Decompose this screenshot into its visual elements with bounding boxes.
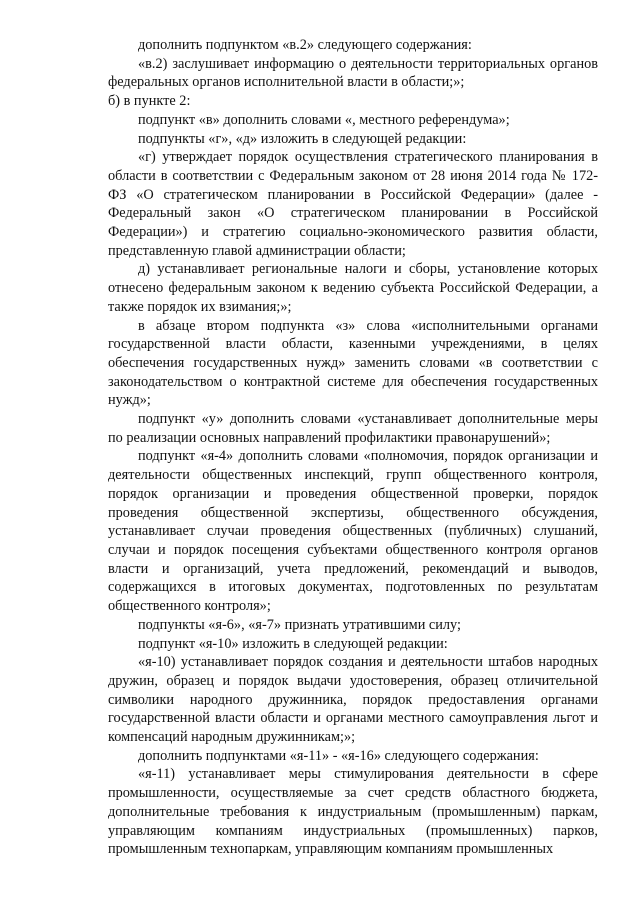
paragraph: «г) утверждает порядок осуществления стратегического планирования в области в соответствии с Федеральным законом от 28 июня 2014 года № 172-ФЗ «О стратегическом планировании в Российской Федерации» (далее - Федеральный закон «О стратегическом планировании в Российской Федерации») и стратегию социально-экономического развития области, представленную главой администрации области; [108, 149, 598, 259]
paragraph: дополнить подпунктом «в.2» следующего содержания: [138, 37, 472, 53]
paragraph: «я-10) устанавливает порядок создания и деятельности штабов народных дружин, образец и порядок выдачи удостоверения, образец отличительной символики народного дружинника, порядок предоставления органами государственной власти области и органами местного самоуправления льгот и компенсаций народным дружинникам;»; [108, 654, 598, 746]
paragraph: «я-11) устанавливает меры стимулирования деятельности в сфере промышленности, осуществляемые за счет средств областного бюджета, дополнительные требования к индустриальным (промышленным) паркам, управляющим компаниям индустриальных (промышленных) парков, промышленным технопаркам, управляющим компаниям промышленных [108, 766, 598, 858]
paragraph: дополнить подпунктами «я-11» - «я-16» следующего содержания: [138, 747, 539, 764]
paragraph: подпункт «я-10» изложить в следующей редакции: [138, 635, 448, 652]
paragraph: в абзаце втором подпункта «з» слова «исполнительными органами государственной власти области, казенными учреждениями, в целях обеспечения государственных нужд» заменить словами «в соответствии с законодательством о контрактной системе для обеспечения государственных нужд»; [108, 317, 598, 409]
paragraph: подпункты «я-6», «я-7» признать утратившими силу; [138, 616, 461, 633]
paragraph: подпункт «я-4» дополнить словами «полномочия, порядок организации и деятельности общественных инспекций, групп общественного контроля, порядок организации и проведения общественной проверки, порядок проведения общественной экспертизы, общественного обсуждения, устанавливает случаи проведения общественных (публичных) слушаний, случаи и порядок посещения субъектами общественного контроля органов власти и организаций, учета предложений, рекомендаций и выводов, содержащихся в итоговых документах, подготовленных по результатам общественного контроля»; [108, 448, 598, 615]
paragraph: подпункт «у» дополнить словами «устанавливает дополнительные меры по реализации основных направлений профилактики правонарушений»; [108, 411, 598, 446]
document-page [108, 36, 598, 859]
paragraph: б) в пункте 2: [108, 93, 191, 110]
paragraph: подпункт «в» дополнить словами «, местного референдума»; [138, 111, 510, 128]
paragraph: подпункты «г», «д» изложить в следующей редакции: [138, 130, 467, 147]
paragraph: «в.2) заслушивает информацию о деятельности территориальных органов федеральных органов исполнительной власти в области;»; [108, 55, 598, 91]
paragraph: д) устанавливает региональные налоги и сборы, установление которых отнесено федеральным законом к ведению субъекта Российской Федерации, а также порядок их взимания;»; [108, 261, 598, 315]
